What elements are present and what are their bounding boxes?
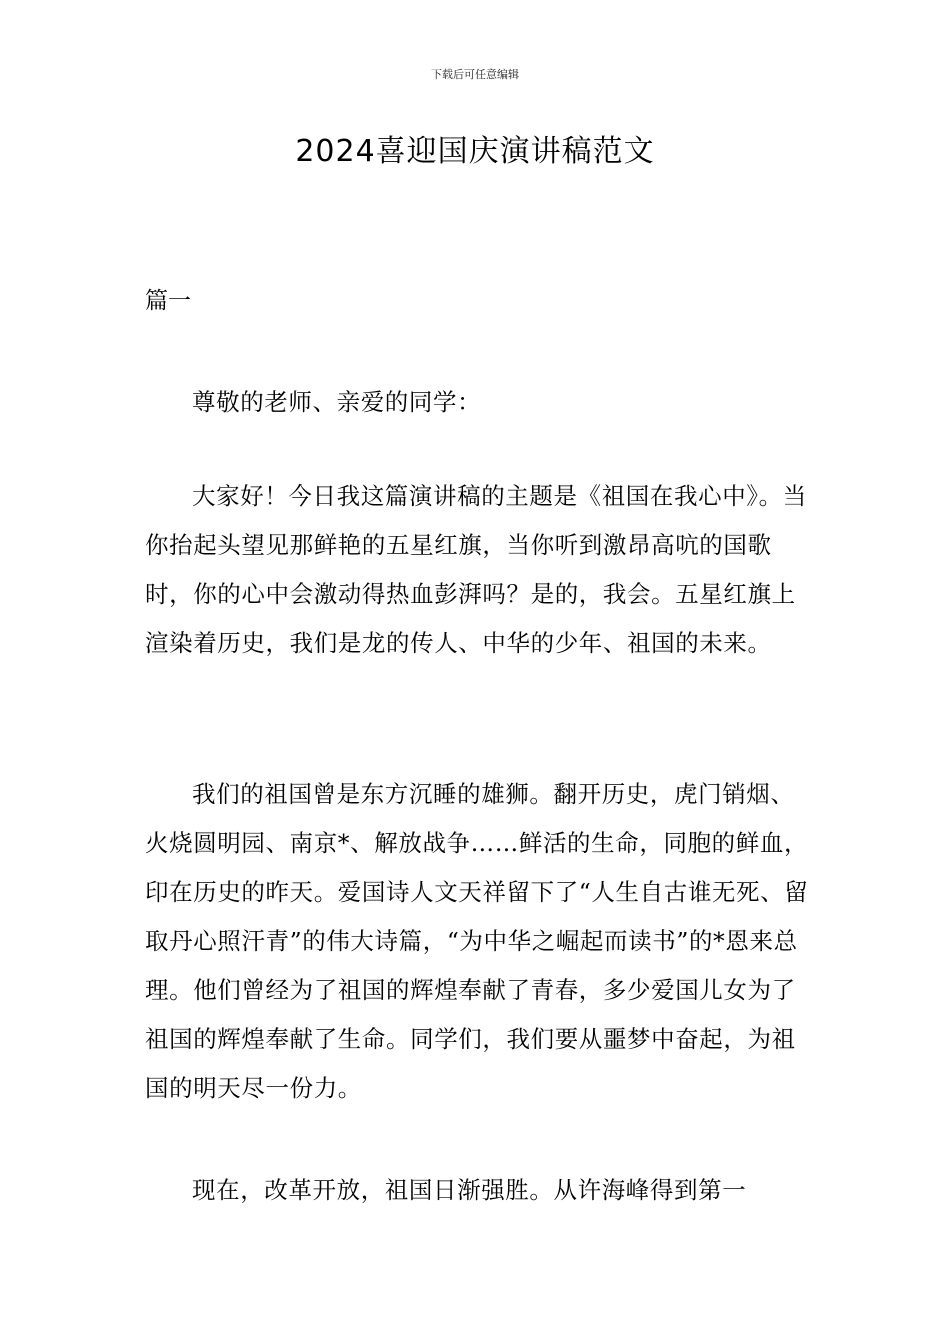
document-title: 2024喜迎国庆演讲稿范文	[295, 134, 655, 169]
header-note: 下载后可任意编辑	[431, 68, 519, 81]
section-label: 篇一	[145, 288, 191, 314]
body-paragraph-2: 我们的祖国曾是东方沉睡的雄狮。翻开历史，虎门销烟、火烧圆明园、南京*、解放战争……鲜活的生命，同胞的鲜血，印在历史的昨天。爱国诗人文天祥留下了“人生自古谁无死、留取丹心照汗青”的伟大诗篇，“为中华之崛起而读书”的*恩来总理。他们曾经为了祖国的辉煌奉献了青春，多少爱国儿女为了祖国的辉煌奉献了生命。同学们，我们要从噩梦中奋起，为祖国的明天尽一份力。	[145, 780, 809, 1102]
greeting-paragraph: 尊敬的老师、亲爱的同学：	[192, 388, 482, 416]
body-paragraph-1: 大家好！今日我这篇演讲稿的主题是《祖国在我心中》。当你抬起头望见那鲜艳的五星红旗，当你听到激昂高吭的国歌时，你的心中会激动得热血彭湃吗？是的，我会。五星红旗上渲染着历史，我们是龙的传人、中华的少年、祖国的未来。	[145, 482, 807, 657]
body-paragraph-3: 现在，改革开放，祖国日渐强胜。从许海峰得到第一	[192, 1176, 747, 1204]
